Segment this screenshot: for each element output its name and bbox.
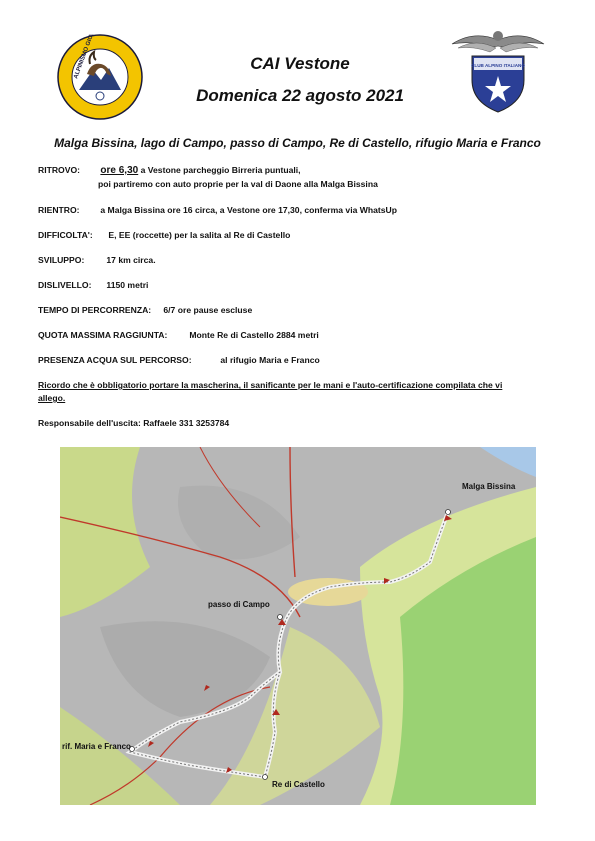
acqua-row <box>38 355 320 365</box>
dislivello-row <box>38 280 148 290</box>
map-label-passo-di-campo: passo di Campo <box>208 600 270 609</box>
map-label-malga-bissina: Malga Bissina <box>462 482 516 491</box>
responsabile: Responsabile dell'uscita: Raffaele 331 3253784 <box>38 418 230 428</box>
org-title: CAI Vestone <box>250 54 350 73</box>
route-subtitle: Malga Bissina, lago di Campo, passo di Campo, Re di Castello, rifugio Maria e Franco <box>54 136 541 150</box>
waypoint-passo <box>278 615 283 620</box>
ritrovo-line1: a Vestone parcheggio Birreria puntuali, <box>140 165 301 175</box>
ritrovo-row <box>38 165 301 176</box>
sviluppo-value: 17 km circa. <box>106 255 156 265</box>
acqua-label: PRESENZA ACQUA SUL PERCORSO: <box>38 355 192 365</box>
quota-row <box>38 330 319 340</box>
tempo-value: 6/7 ore pause escluse <box>163 305 253 315</box>
rientro-label: RIENTRO: <box>38 205 80 215</box>
rientro-value: a Malga Bissina ore 16 circa, a Vestone ore 17,30, conferma via WhatsUp <box>100 205 398 215</box>
quota-value: Monte Re di Castello 2884 metri <box>189 330 319 340</box>
waypoint-malga <box>446 510 451 515</box>
map-label-re-di-castello: Re di Castello <box>272 780 325 789</box>
tempo-row <box>38 305 252 315</box>
mask-note-line1: Ricordo che è obbligatorio portare la mascherina, il sanificante per le mani e l'auto-certificazione compilata che vi <box>38 380 503 390</box>
map-label-rifugio: rif. Maria e Franco <box>62 742 131 751</box>
quota-label: QUOTA MASSIMA RAGGIUNTA: <box>38 330 168 340</box>
ritrovo-line2: poi partiremo con auto proprie per la val di Daone alla Malga Bissina <box>98 179 378 189</box>
alpinismo-giovanile-logo <box>57 34 143 120</box>
acqua-value: al rifugio Maria e Franco <box>220 355 320 365</box>
dislivello-label: DISLIVELLO: <box>38 280 92 290</box>
mask-note-line2: allego. <box>38 393 66 403</box>
ritrovo-label: RITROVO: <box>38 165 81 175</box>
cai-eagle-logo <box>450 26 546 114</box>
difficolta-value: E, EE (roccette) per la salita al Re di Castello <box>108 230 291 240</box>
sviluppo-label: SVILUPPO: <box>38 255 85 265</box>
tempo-label: TEMPO DI PERCORRENZA: <box>38 305 152 315</box>
waypoint-re-di-castello <box>263 775 268 780</box>
route-map <box>60 447 536 805</box>
rientro-row <box>38 205 397 215</box>
difficolta-row <box>38 230 290 240</box>
logo-right-text: CLUB ALPINO ITALIANO <box>471 63 525 68</box>
sviluppo-row <box>38 255 156 265</box>
dislivello-value: 1150 metri <box>106 280 149 290</box>
difficolta-label: DIFFICOLTA': <box>38 230 93 240</box>
ritrovo-time: ore 6,30 <box>100 165 139 176</box>
event-date: Domenica 22 agosto 2021 <box>196 86 404 105</box>
